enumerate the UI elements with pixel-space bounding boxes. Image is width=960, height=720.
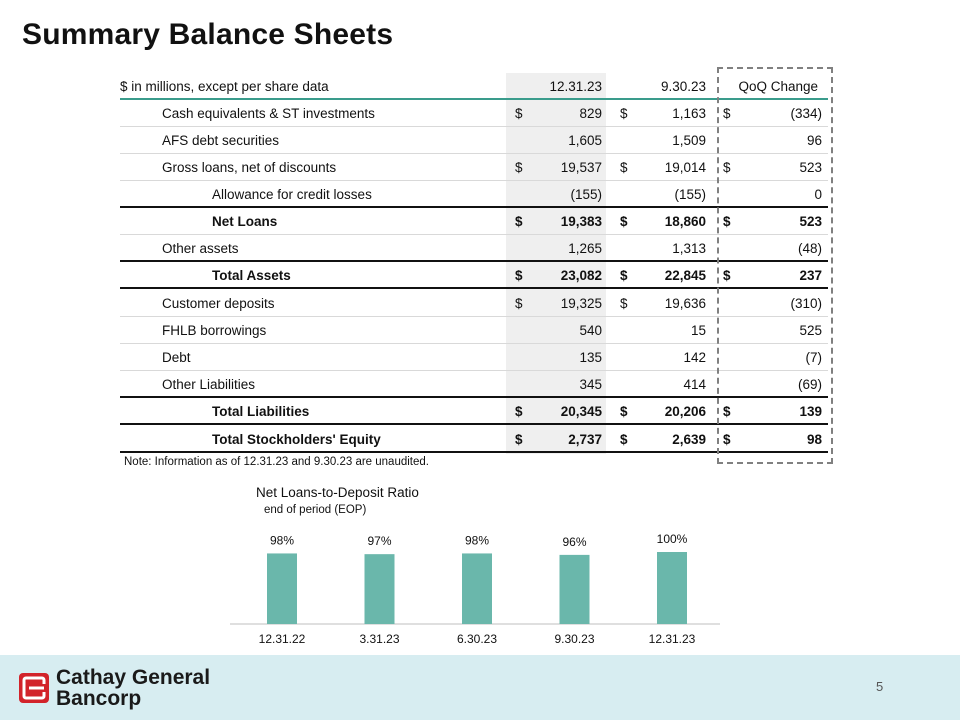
value-9-30-23: 142 <box>683 350 706 365</box>
row-label: Total Liabilities <box>212 404 310 419</box>
currency-sign: $ <box>515 214 523 229</box>
value-9-30-23: 2,639 <box>672 432 706 447</box>
data-label-3.31.23: 97% <box>367 534 392 549</box>
value-12-31-23: 1,605 <box>568 133 602 148</box>
row-label: Other Liabilities <box>162 377 256 392</box>
data-label-6.30.23: 98% <box>464 533 490 548</box>
value-qoq-change: (334) <box>790 106 822 121</box>
value-12-31-23: 19,325 <box>560 296 602 311</box>
cathay-logo-icon <box>18 672 50 704</box>
value-qoq-change: 523 <box>799 160 822 175</box>
data-label-12.31.23: 100% <box>656 532 688 546</box>
value-qoq-change: 523 <box>799 214 822 229</box>
currency-sign: $ <box>723 106 731 121</box>
currency-sign: $ <box>723 160 731 175</box>
company-name-line1: Cathay General <box>56 666 211 689</box>
x-tick-label: 6.30.23 <box>456 632 498 646</box>
value-12-31-23: 540 <box>579 323 602 338</box>
header-col-qoq-change: QoQ Change <box>738 79 818 94</box>
row-label: Debt <box>162 350 191 365</box>
value-qoq-change: 525 <box>799 323 822 338</box>
value-9-30-23: 414 <box>683 377 706 392</box>
value-9-30-23: 15 <box>690 323 706 338</box>
currency-sign: $ <box>620 268 628 283</box>
value-qoq-change: 98 <box>806 432 822 447</box>
currency-sign: $ <box>723 432 731 447</box>
currency-sign: $ <box>620 214 628 229</box>
value-12-31-23: 135 <box>579 350 602 365</box>
currency-sign: $ <box>723 268 731 283</box>
x-tick-label: 9.30.23 <box>554 632 595 646</box>
currency-sign: $ <box>620 296 628 311</box>
value-12-31-23: 23,082 <box>560 268 602 283</box>
bar-9.30.23 <box>560 555 590 624</box>
row-label: FHLB borrowings <box>162 323 267 338</box>
page-title: Summary Balance Sheets <box>22 18 394 51</box>
value-12-31-23: 829 <box>579 106 602 121</box>
currency-sign: $ <box>620 106 628 121</box>
value-qoq-change: (69) <box>797 377 822 392</box>
currency-sign: $ <box>515 160 523 175</box>
value-9-30-23: 22,845 <box>664 268 706 283</box>
bar-6.30.23 <box>462 553 492 624</box>
value-9-30-23: 1,509 <box>672 133 706 148</box>
value-12-31-23: (155) <box>570 187 602 202</box>
currency-sign: $ <box>515 268 523 283</box>
value-qoq-change: 237 <box>799 268 822 283</box>
bar-12.31.22 <box>267 553 297 624</box>
data-label-12.31.22: 98% <box>269 533 295 548</box>
value-qoq-change: 139 <box>799 404 822 419</box>
loan-to-deposit-chart <box>230 520 730 650</box>
header-col-12-31-23: 12.31.23 <box>549 79 602 94</box>
value-qoq-change: (48) <box>797 241 822 256</box>
x-tick-label: 12.31.23 <box>648 632 696 646</box>
x-tick-label: 3.31.23 <box>359 632 400 646</box>
x-tick-label: 12.31.22 <box>258 632 306 646</box>
value-9-30-23: 1,313 <box>672 241 706 256</box>
header-units-label: $ in millions, except per share data <box>120 79 329 94</box>
value-9-30-23: 18,860 <box>664 214 706 229</box>
value-9-30-23: (155) <box>674 187 706 202</box>
currency-sign: $ <box>515 106 523 121</box>
footnote: Note: Information as of 12.31.23 and 9.30.23 are unaudited. <box>124 456 429 468</box>
qoq-change-highlight-box <box>717 67 833 464</box>
value-12-31-23: 19,383 <box>560 214 602 229</box>
row-label: Customer deposits <box>162 296 275 311</box>
row-label: Total Assets <box>212 268 291 283</box>
value-9-30-23: 1,163 <box>672 106 706 121</box>
row-label: Gross loans, net of discounts <box>162 160 337 175</box>
value-12-31-23: 1,265 <box>568 241 602 256</box>
currency-sign: $ <box>620 404 628 419</box>
currency-sign: $ <box>723 404 731 419</box>
value-12-31-23: 2,737 <box>568 432 602 447</box>
value-12-31-23: 345 <box>579 377 602 392</box>
row-label: Cash equivalents & ST investments <box>162 106 375 121</box>
value-qoq-change: (310) <box>790 296 822 311</box>
bar-3.31.23 <box>365 554 395 624</box>
currency-sign: $ <box>723 214 731 229</box>
value-qoq-change: (7) <box>805 350 822 365</box>
page-number: 5 <box>876 679 884 694</box>
row-label: Other assets <box>162 241 239 256</box>
currency-sign: $ <box>620 160 628 175</box>
chart-title: Net Loans-to-Deposit Ratio <box>256 485 419 500</box>
bar-12.31.23 <box>657 552 687 624</box>
value-12-31-23: 20,345 <box>560 404 602 419</box>
data-label-9.30.23: 96% <box>562 534 587 549</box>
header-col-9-30-23: 9.30.23 <box>660 79 706 94</box>
currency-sign: $ <box>515 432 523 447</box>
value-qoq-change: 0 <box>814 187 822 202</box>
value-12-31-23: 19,537 <box>560 160 602 175</box>
row-label: AFS debt securities <box>162 133 280 148</box>
row-label: Allowance for credit losses <box>212 187 372 202</box>
chart-subtitle: end of period (EOP) <box>264 504 367 516</box>
currency-sign: $ <box>620 432 628 447</box>
currency-sign: $ <box>515 404 523 419</box>
value-9-30-23: 20,206 <box>664 404 706 419</box>
row-label: Net Loans <box>212 214 278 229</box>
value-9-30-23: 19,014 <box>664 160 706 175</box>
value-9-30-23: 19,636 <box>664 296 706 311</box>
value-qoq-change: 96 <box>806 133 822 148</box>
row-label: Total Stockholders' Equity <box>212 432 381 447</box>
currency-sign: $ <box>515 296 523 311</box>
company-name-line2: Bancorp <box>56 687 142 710</box>
